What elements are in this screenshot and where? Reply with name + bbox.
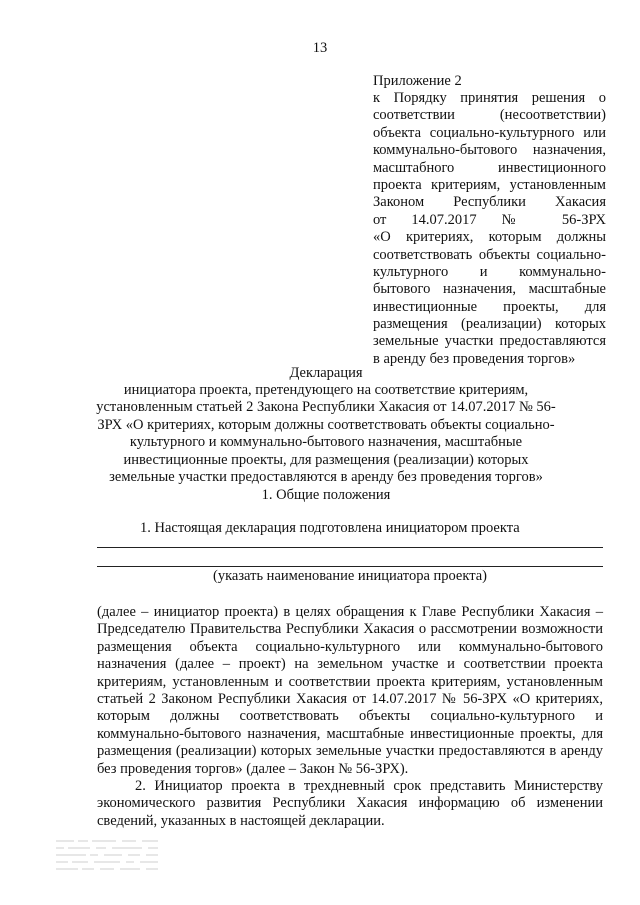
paragraph-1-intro: 1. Настоящая декларация подготовлена инициатором проекта [140, 520, 520, 536]
appendix-line: соответствии (несоответствии) [373, 107, 606, 124]
faded-stamp-icon [52, 835, 164, 873]
declaration-subtitle: инициатора проекта, претендующего на соответствие критериям, установленным статьей 2 Закона Республики Хакасия от 14.07.2017 № 56-ЗРХ «О критериях, которым должны соответствовать объекты социально-культурного и коммунально-бытового назначения, масштабные инвестиционные проекты, для размещения (реализации) которых земельные участки предоставляются в аренду без проведения торгов» [96, 382, 556, 486]
body-text [97, 604, 603, 830]
appendix-line: масштабного инвестиционного [373, 159, 606, 176]
appendix-title: Приложение 2 [373, 73, 462, 89]
blank-fill-line [97, 547, 603, 548]
appendix-line: инвестиционные проекты, для [373, 298, 606, 315]
placeholder-caption: (указать наименование инициатора проекта) [212, 568, 488, 584]
appendix-line: земельные участки предоставляются [373, 333, 606, 350]
appendix-line: соответствовать объекты социально- [373, 246, 606, 263]
appendix-body [373, 90, 606, 368]
appendix-line: объекта социально-культурного или [373, 124, 606, 141]
appendix-line: проекта критериям, установленным [373, 176, 606, 193]
page-number: 13 [312, 40, 328, 56]
appendix-line: размещения (реализации) которых [373, 316, 606, 333]
appendix-line: культурного и коммунально- [373, 263, 606, 280]
body-paragraph: (далее – инициатор проекта) в целях обращения к Главе Республики Хакасия – Председателю Правительства Республики Хакасия о рассмотрении возможности размещения объекта социально-культурного или коммунально-бытового назначения (далее – проект) на земельном участке и соответствии проекта критериям, установленным и соответствии проекта критериям, установленным статьей 2 Законом Республики Хакасия от 14.07.2017 № 56-ЗРХ «О критериях, которым должны соответствовать объекты социально-культурного и коммунально-бытового назначения, масштабные инвестиционные проекты, для размещения (реализации) которых земельные участки предоставляются в аренду без проведения торгов» (далее – Закон № 56-ЗРХ). [97, 604, 603, 777]
appendix-line: в аренду без проведения торгов» [373, 350, 576, 367]
body-paragraph: 2. Инициатор проекта в трехдневный срок представить Министерству экономического развития Республики Хакасия информацию об изменении сведений, указанных в настоящей декларации. [97, 778, 603, 829]
section-heading: 1. Общие положения [261, 487, 391, 503]
appendix-line: Законом Республики Хакасия [373, 194, 606, 211]
appendix-line: «О критериях, которым должны [373, 229, 606, 246]
appendix-line: к Порядку принятия решения о [373, 90, 606, 106]
appendix-line: от 14.07.2017 № 56-ЗРХ [373, 211, 606, 228]
blank-fill-line [97, 566, 603, 567]
declaration-title: Декларация [289, 365, 363, 381]
appendix-line: бытового назначения, масштабные [373, 281, 606, 298]
appendix-line: коммунально-бытового назначения, [373, 142, 606, 159]
